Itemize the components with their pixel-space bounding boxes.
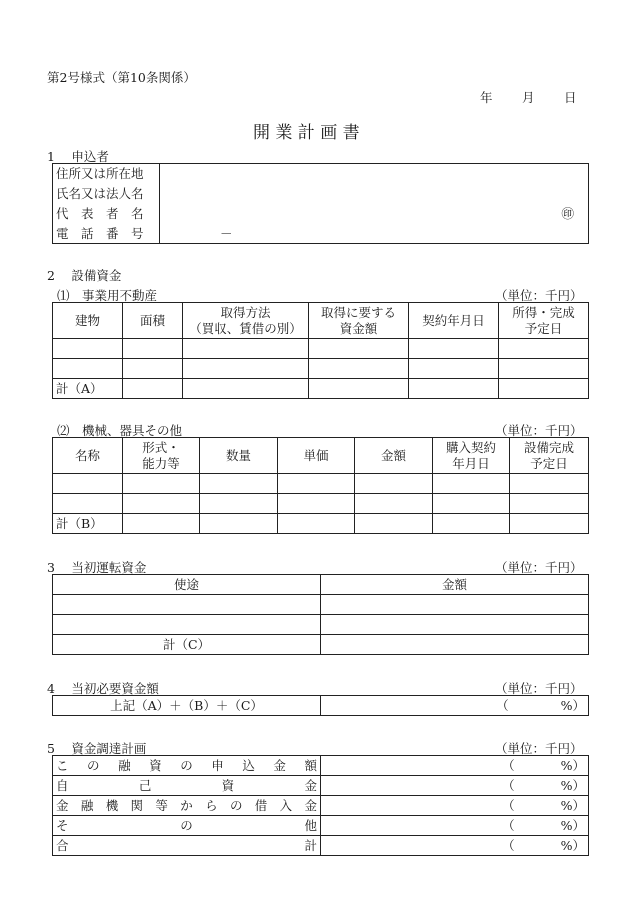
total-row <box>53 635 589 655</box>
pct-open: （ <box>502 798 515 813</box>
real-estate-unit: （単位：千円） <box>495 288 583 303</box>
cell[interactable] <box>123 379 183 399</box>
cell[interactable] <box>123 474 200 494</box>
pct-close: %） <box>560 758 585 773</box>
cell[interactable] <box>409 359 499 379</box>
cell[interactable] <box>53 359 123 379</box>
cell[interactable] <box>278 494 355 514</box>
cell[interactable] <box>433 494 510 514</box>
required-funds-table <box>52 695 589 716</box>
section-5-unit: （単位：千円） <box>495 741 583 756</box>
cell[interactable] <box>200 514 278 534</box>
cell[interactable] <box>510 474 589 494</box>
cell[interactable] <box>53 474 123 494</box>
cell[interactable] <box>321 615 589 635</box>
section-4-unit: （単位：千円） <box>495 681 583 696</box>
cell[interactable] <box>510 494 589 514</box>
other-value[interactable] <box>321 816 589 836</box>
representative-label: 代 表 者 名 <box>53 204 160 224</box>
cell[interactable] <box>278 514 355 534</box>
date-day-label: 日 <box>564 90 577 105</box>
col-equipment-completion: 設備完成 予定日 <box>510 438 589 474</box>
own-funds-value[interactable] <box>321 776 589 796</box>
section-5-heading: 5 資金調達計画 <box>47 741 147 756</box>
borrowings-label: 金融機関等からの借入金 <box>53 796 321 816</box>
address-field[interactable] <box>160 164 589 184</box>
cell[interactable] <box>499 379 589 399</box>
total-a-label: 計（A） <box>53 379 123 399</box>
pct-open: （ <box>502 838 515 853</box>
cell[interactable] <box>355 474 433 494</box>
operating-funds-table <box>52 574 589 655</box>
col-model: 形式・ 能力等 <box>123 438 200 474</box>
total-c-label: 計（C） <box>53 635 321 655</box>
section-3-unit: （単位：千円） <box>495 560 583 575</box>
pct-close: %） <box>560 778 585 793</box>
own-funds-label: 自己資金 <box>53 776 321 796</box>
pct-close: %） <box>560 798 585 813</box>
table-row <box>53 474 589 494</box>
col-building: 建物 <box>53 303 123 339</box>
cell[interactable] <box>499 359 589 379</box>
cell[interactable] <box>355 494 433 514</box>
table-row <box>53 615 589 635</box>
table-row <box>53 816 589 836</box>
formula-label: 上記（A）＋（B）＋（C） <box>53 696 321 716</box>
equipment-table <box>52 437 589 534</box>
cell[interactable] <box>183 379 309 399</box>
cell[interactable] <box>53 595 321 615</box>
cell[interactable] <box>409 339 499 359</box>
cell[interactable] <box>309 379 409 399</box>
total-row <box>53 379 589 399</box>
pct-close: %） <box>560 698 585 713</box>
date-month-label: 月 <box>522 90 535 105</box>
col-name: 名称 <box>53 438 123 474</box>
equipment-unit: （単位：千円） <box>495 423 583 438</box>
phone-label: 電 話 番 号 <box>53 224 160 244</box>
col-completion-date: 所得・完成 予定日 <box>499 303 589 339</box>
cell[interactable] <box>123 514 200 534</box>
col-usage: 使途 <box>53 575 321 595</box>
cell[interactable] <box>309 339 409 359</box>
phone-dash: － <box>220 225 233 241</box>
cell[interactable] <box>278 474 355 494</box>
col-area: 面積 <box>123 303 183 339</box>
pct-close: %） <box>560 838 585 853</box>
cell[interactable] <box>123 494 200 514</box>
table-row <box>53 756 589 776</box>
col-amount: 金額 <box>355 438 433 474</box>
cell[interactable] <box>123 339 183 359</box>
cell[interactable] <box>321 635 589 655</box>
table-row <box>53 359 589 379</box>
seal-mark: ㊞ <box>561 206 574 221</box>
pct-close: %） <box>560 818 585 833</box>
total-row <box>53 836 589 856</box>
table-row <box>53 796 589 816</box>
cell[interactable] <box>499 339 589 359</box>
table-row <box>53 776 589 796</box>
representative-field[interactable] <box>160 204 589 224</box>
section-1-heading: 1 申込者 <box>47 149 109 164</box>
grand-total-value[interactable] <box>321 836 589 856</box>
col-unit-price: 単価 <box>278 438 355 474</box>
section-3-heading: 3 当初運転資金 <box>47 560 147 575</box>
borrowings-value[interactable] <box>321 796 589 816</box>
cell[interactable] <box>355 514 433 534</box>
total-b-label: 計（B） <box>53 514 123 534</box>
funding-plan-table <box>52 755 589 856</box>
pct-open: （ <box>502 778 515 793</box>
col-quantity: 数量 <box>200 438 278 474</box>
col-purchase-date: 購入契約 年月日 <box>433 438 510 474</box>
section-2-heading: 2 設備資金 <box>47 268 122 283</box>
equipment-heading: ⑵ 機械、器具その他 <box>57 423 183 438</box>
cell[interactable] <box>183 339 309 359</box>
col-acquisition-cost: 取得に要する 資金額 <box>309 303 409 339</box>
table-row <box>53 494 589 514</box>
col-amount: 金額 <box>321 575 589 595</box>
real-estate-heading: ⑴ 事業用不動産 <box>57 288 158 303</box>
required-funds-value[interactable] <box>321 696 589 716</box>
other-label: その他 <box>53 816 321 836</box>
cell[interactable] <box>183 359 309 379</box>
form-number-label: 第2号様式（第10条関係） <box>47 70 196 85</box>
document-title: 開 業 計 画 書 <box>253 123 360 143</box>
cell[interactable] <box>433 474 510 494</box>
pct-open: （ <box>502 758 515 773</box>
cell[interactable] <box>510 514 589 534</box>
cell[interactable] <box>200 474 278 494</box>
name-field[interactable] <box>160 184 589 204</box>
cell[interactable] <box>123 359 183 379</box>
table-row <box>53 339 589 359</box>
col-acquisition-method: 取得方法 （買収、賃借の別） <box>183 303 309 339</box>
total-row <box>53 514 589 534</box>
section-4-heading: 4 当初必要資金額 <box>47 681 159 696</box>
cell[interactable] <box>53 615 321 635</box>
phone-field[interactable] <box>160 224 589 244</box>
loan-application-value[interactable] <box>321 756 589 776</box>
cell[interactable] <box>409 379 499 399</box>
pct-open: （ <box>496 698 509 713</box>
address-label: 住所又は所在地 <box>53 164 160 184</box>
cell[interactable] <box>200 494 278 514</box>
cell[interactable] <box>309 359 409 379</box>
loan-application-label: この融資の申込金額 <box>53 756 321 776</box>
table-row <box>53 595 589 615</box>
name-label: 氏名又は法人名 <box>53 184 160 204</box>
applicant-table <box>52 163 589 244</box>
pct-open: （ <box>502 818 515 833</box>
cell[interactable] <box>53 494 123 514</box>
col-contract-date: 契約年月日 <box>409 303 499 339</box>
cell[interactable] <box>53 339 123 359</box>
cell[interactable] <box>433 514 510 534</box>
real-estate-table <box>52 302 589 399</box>
date-year-label: 年 <box>480 90 493 105</box>
cell[interactable] <box>321 595 589 615</box>
grand-total-label: 合計 <box>53 836 321 856</box>
